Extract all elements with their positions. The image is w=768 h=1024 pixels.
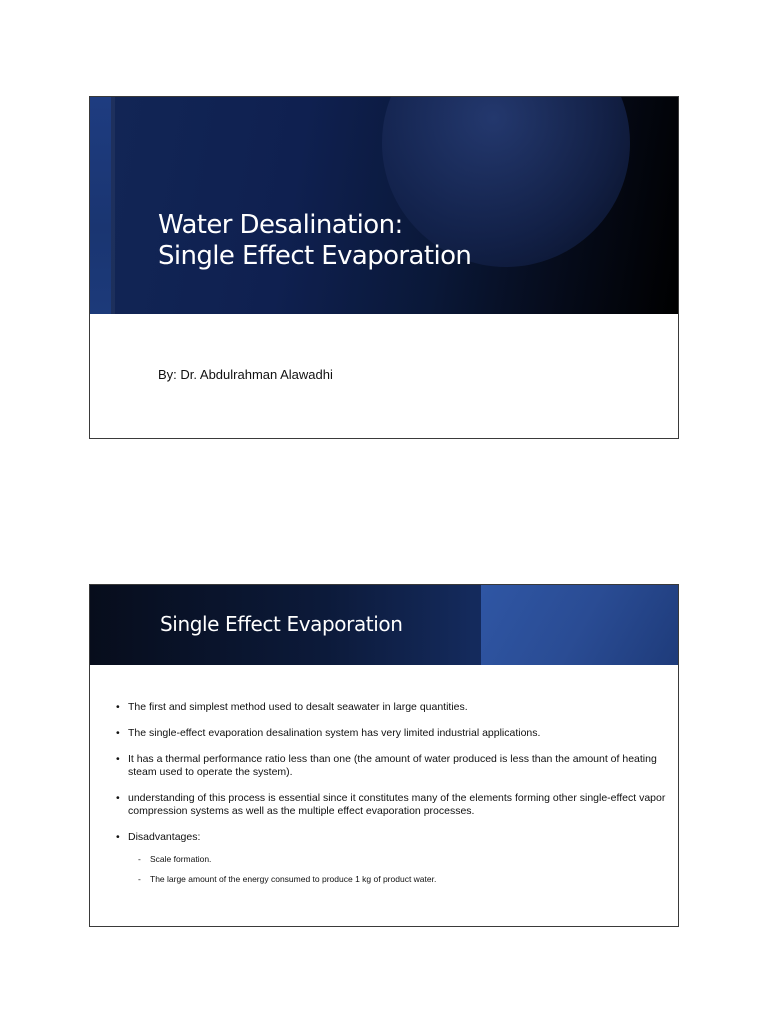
- presentation-title: [158, 210, 471, 272]
- title-slide: [89, 96, 679, 439]
- content-slide-header: [90, 585, 678, 665]
- bullet-item: • The first and simplest method used to desalt seawater in large quantities.: [114, 701, 666, 714]
- disadvantages-label: Disadvantages:: [128, 831, 201, 843]
- sub-bullet-item: - Scale formation.: [138, 854, 666, 865]
- content-slide: [89, 584, 679, 927]
- bullet-item: • The single-effect evaporation desalination system has very limited industrial applications.: [114, 727, 666, 740]
- banner-stripe-edge: [111, 97, 115, 314]
- bullet-item: • It has a thermal performance ratio less than one (the amount of water produced is less than the amount of heating steam used to operate the system).: [114, 753, 666, 779]
- header-accent-panel: [481, 585, 678, 665]
- slide-title: Single Effect Evaporation: [160, 612, 403, 636]
- title-line-2: Single Effect Evaporation: [158, 241, 472, 271]
- sub-bullet-list: [128, 854, 666, 885]
- bullet-item-disadvantages: [114, 831, 666, 885]
- bullet-list: [114, 701, 666, 898]
- sub-bullet-item: - The large amount of the energy consumed to produce 1 kg of product water.: [138, 874, 666, 885]
- author-byline: By: Dr. Abdulrahman Alawadhi: [158, 367, 333, 382]
- bullet-item: • understanding of this process is essential since it constitutes many of the elements forming other single-effect vapor compression systems as well as the multiple effect evaporation processes.: [114, 792, 666, 818]
- banner-accent-stripe: [90, 97, 111, 314]
- title-banner: [90, 97, 678, 314]
- title-line-1: Water Desalination:: [158, 210, 403, 240]
